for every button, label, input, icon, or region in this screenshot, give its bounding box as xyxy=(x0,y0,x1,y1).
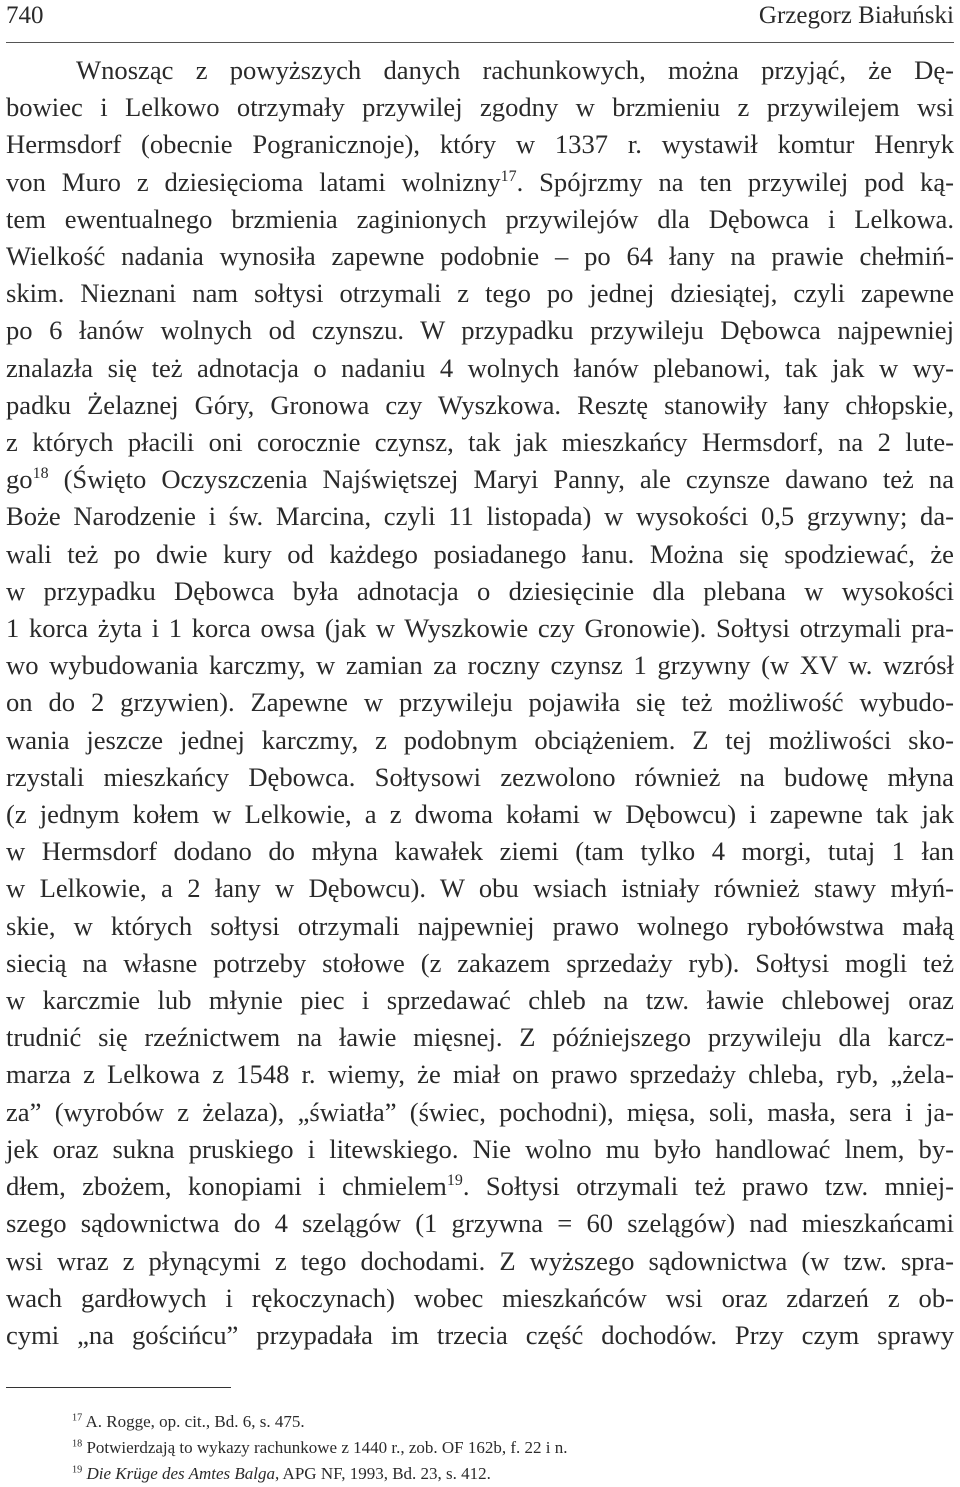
text-line xyxy=(6,461,954,498)
text-line: bowiec i Lelkowo otrzymały przywilej zgodny w brzmieniu z przywilejem wsi xyxy=(6,92,954,123)
footnote-17 xyxy=(72,1409,568,1435)
text-line: Wielkość nadania wynosiła zapewne podobnie – po 64 łany na prawie chełmiń- xyxy=(6,241,954,272)
text-line: wania jeszcze jednej karczmy, z podobnym obciążeniem. Z tej możliwości sko- xyxy=(6,724,954,755)
text-line: skie, w których sołtysi otrzymali najpewniej prawo wolnego rybołówstwa małą xyxy=(6,910,954,941)
text-line: on do 2 grzywien). Zapewne w przywileju pojawiła się też możliwość wybudo- xyxy=(6,687,954,718)
footnote-text: , APG NF, 1993, Bd. 23, s. 412. xyxy=(275,1464,491,1483)
text-fragment: go xyxy=(6,464,33,495)
footnote-text: Potwierdzają to wykazy rachunkowe z 1440 r., zob. OF 162b, f. 22 i n. xyxy=(82,1438,568,1457)
running-head-author: Grzegorz Białuński xyxy=(758,2,954,29)
text-line: Hermsdorf (obecnie Pogranicznoje), który w 1337 r. wystawił komtur Henryk xyxy=(6,129,954,160)
text-line: wsi wraz z płynącymi z tego dochodami. Z wyższego sądownictwa (w tzw. spra- xyxy=(6,1245,954,1276)
text-line: w przypadku Dębowca była adnotacja o dziesięcinie dla plebana w wysokości xyxy=(6,575,954,606)
text-line: wali też po dwie kury od każdego posiadanego łanu. Można się spodziewać, że xyxy=(6,538,954,569)
text-line: wo wybudowania karczmy, w zamian za roczny czynsz 1 grzywny (w XV w. wzrósł xyxy=(6,650,954,681)
footnote-ref: 19 xyxy=(446,1172,463,1190)
text-line: (z jednym kołem w Lelkowie, a z dwoma kołami w Dębowcu) i zapewne tak jak xyxy=(6,799,954,830)
text-line: w Hermsdorf dodano do młyna kawałek ziemi (tam tylko 4 morgi, tutaj 1 łan xyxy=(6,836,954,867)
text-line: w Lelkowie, a 2 łany w Dębowcu). W obu wsiach istniały również stawy młyń- xyxy=(6,873,954,904)
text-fragment: (Święto Oczyszczenia Najświętszej Maryi Panny, ale czynsze dawano też na xyxy=(48,464,954,495)
text-fragment: . Sołtysi otrzymali też prawo tzw. mniej- xyxy=(462,1171,955,1202)
text-line: padku Żelaznej Góry, Gronowa czy Wyszkowa. Resztę stanowiły łany chłopskie, xyxy=(6,389,954,420)
text-fragment: dłem, zbożem, konopiami i chmielem xyxy=(6,1171,447,1202)
footnote-number: 18 xyxy=(72,1438,83,1450)
text-line: marza z Lelkowa z 1548 r. wiemy, że miał on prawo sprzedaży chleba, ryb, „żela- xyxy=(6,1059,954,1090)
text-fragment: von Muro z dziesięcioma latami wolnizny xyxy=(6,166,501,197)
text-line: szego sądownictwa do 4 szelągów (1 grzywna = 60 szelągów) nad mieszkańcami xyxy=(6,1208,954,1239)
page-header xyxy=(6,0,954,43)
page-number: 740 xyxy=(6,2,44,29)
text-line xyxy=(6,1168,954,1205)
text-line xyxy=(6,164,954,201)
text-line: trudnić się rzeźnictwem na ławie mięsnej. Z późniejszego przywileju dla karcz- xyxy=(6,1022,954,1053)
text-line: Boże Narodzenie i św. Marcina, czyli 11 listopada) w wysokości 0,5 grzywny; da- xyxy=(6,501,954,532)
footnote-title: Die Krüge des Amtes Balga xyxy=(86,1464,275,1483)
footnote-19 xyxy=(72,1461,568,1487)
text-line: Wnosząc z powyższych danych rachunkowych, można przyjąć, że Dę- xyxy=(76,55,954,85)
body-text xyxy=(6,52,954,1354)
footnote-ref: 17 xyxy=(500,167,517,185)
footnote-18 xyxy=(72,1435,568,1461)
text-fragment: . Spójrzmy na ten przywilej pod ką- xyxy=(516,166,954,197)
text-line: z których płacili oni corocznie czynsz, tak jak mieszkańcy Hermsdorf, na 2 lute- xyxy=(6,427,954,458)
text-line: po 6 łanów wolnych od czynszu. W przypadku przywileju Dębowca najpewniej xyxy=(6,315,954,346)
text-line: 1 korca żyta i 1 korca owsa (jak w Wyszkowie czy Gronowie). Sołtysi otrzymali pra- xyxy=(6,613,954,644)
text-line: tem ewentualnego brzmienia zaginionych przywilejów dla Dębowca i Lelkowa. xyxy=(6,203,954,234)
text-line: siecią na własne potrzeby stołowe (z zakazem sprzedaży ryb). Sołtysi mogli też xyxy=(6,947,954,978)
footnote-ref: 18 xyxy=(32,465,49,483)
text-line: rzystali mieszkańcy Dębowca. Sołtysowi zezwolono również na budowę młyna xyxy=(6,761,954,792)
text-line: cymi „na gościńcu” przypadała im trzecia część dochodów. Przy czym sprawy xyxy=(6,1319,954,1350)
footnote-number: 19 xyxy=(72,1464,83,1476)
footnote-text: A. Rogge, op. cit., Bd. 6, s. 475. xyxy=(82,1412,305,1431)
text-line: w karczmie lub młynie piec i sprzedawać chleb na tzw. ławie chlebowej oraz xyxy=(6,985,954,1016)
footnote-number: 17 xyxy=(72,1412,83,1424)
text-line: znalazła się też adnotacja o nadaniu 4 wolnych łanów plebanowi, tak jak w wy- xyxy=(6,352,954,383)
text-line: jek oraz sukna pruskiego i litewskiego. Nie wolno mu było handlować lnem, by- xyxy=(6,1133,954,1164)
footnote-separator xyxy=(6,1387,231,1388)
text-line: wach gardłowych i rękoczynach) wobec mieszkańców wsi oraz zdarzeń z ob- xyxy=(6,1282,954,1313)
footnotes xyxy=(72,1409,568,1487)
text-line: skim. Nieznani nam sołtysi otrzymali z tego po jednej dziesiątej, czyli zapewne xyxy=(6,278,954,309)
text-line: za” (wyrobów z żelaza), „światła” (świec, pochodni), mięsa, soli, masła, sera i ja- xyxy=(6,1096,954,1127)
